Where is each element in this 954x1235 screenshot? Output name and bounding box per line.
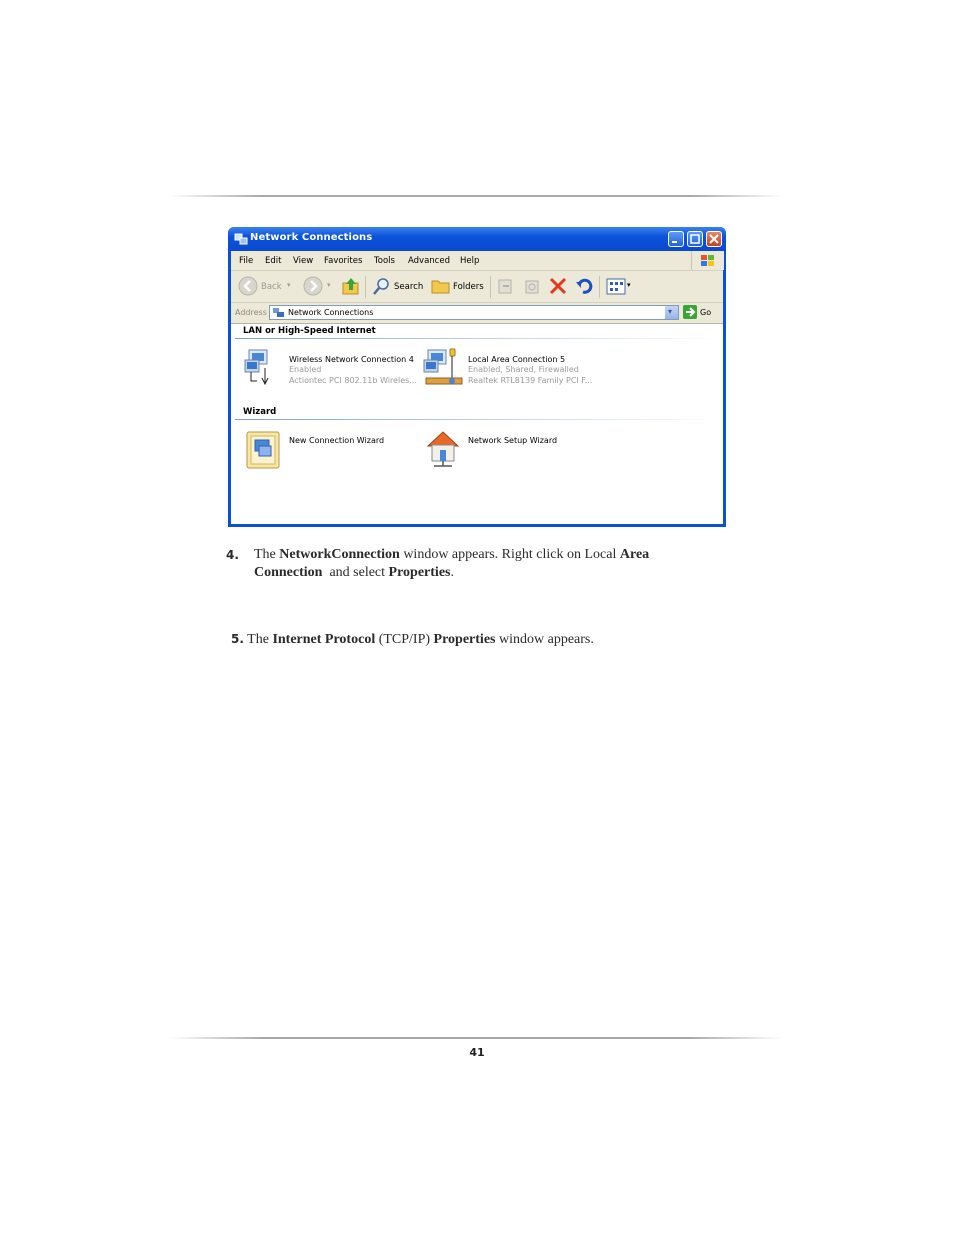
back-label[interactable]: Back bbox=[261, 282, 282, 292]
minimize-button[interactable] bbox=[668, 231, 684, 247]
maximize-button[interactable] bbox=[687, 231, 703, 247]
step-4-text-part: and select bbox=[322, 565, 389, 580]
chevron-down-icon: ▾ bbox=[668, 307, 673, 316]
address-input[interactable] bbox=[269, 305, 679, 320]
window-client bbox=[231, 251, 723, 524]
item-status: Enabled bbox=[289, 365, 322, 374]
delete-icon[interactable] bbox=[549, 277, 567, 295]
menu-advanced[interactable]: Advanced bbox=[408, 256, 450, 266]
item-name: Network Setup Wizard bbox=[468, 436, 558, 445]
title-bar[interactable] bbox=[228, 227, 726, 251]
address-bar bbox=[231, 303, 723, 324]
page-number: 41 bbox=[469, 1046, 485, 1059]
back-icon[interactable] bbox=[238, 276, 258, 296]
step-5-bold-part: Properties bbox=[433, 632, 496, 647]
step-4-number-wrap bbox=[226, 546, 239, 565]
step-5-number: 5. bbox=[231, 632, 244, 646]
new-connection-wizard-icon[interactable] bbox=[245, 430, 281, 470]
forward-icon[interactable] bbox=[303, 276, 323, 296]
back-dropdown-icon[interactable]: ▾ bbox=[287, 281, 291, 289]
go-label[interactable]: Go bbox=[700, 308, 712, 317]
window-title: Network Connections bbox=[250, 232, 373, 243]
menu-view[interactable]: View bbox=[293, 256, 314, 266]
minimize-icon bbox=[671, 234, 681, 244]
item-name: New Connection Wizard bbox=[289, 436, 385, 445]
step-4-number: 4. bbox=[226, 548, 239, 562]
step-4-text-part: The bbox=[254, 547, 280, 562]
local-area-connection-icon[interactable] bbox=[422, 346, 466, 388]
move-to-icon[interactable] bbox=[497, 277, 515, 295]
step-5-text-part: (TCP/IP) bbox=[375, 632, 434, 647]
section-title-wizard: Wizard bbox=[243, 407, 277, 417]
step-4-text-part: . bbox=[450, 565, 454, 580]
step-5-text-part: window appears. bbox=[495, 632, 594, 647]
step-4-bold-part: Area bbox=[619, 547, 650, 562]
go-arrow-icon bbox=[683, 305, 697, 319]
step-4-bold-part: NetworkConnection bbox=[279, 547, 400, 562]
toolbar bbox=[231, 271, 723, 303]
item-device: Realtek RTL8139 Family PCI F... bbox=[468, 376, 593, 385]
item-device: Actiontec PCI 802.11b Wireles... bbox=[289, 376, 417, 385]
folders-label[interactable]: Folders bbox=[453, 282, 484, 292]
undo-icon[interactable] bbox=[575, 277, 593, 295]
menu-help[interactable]: Help bbox=[460, 256, 480, 266]
search-label[interactable]: Search bbox=[394, 282, 424, 292]
address-label: Address bbox=[235, 308, 267, 317]
close-button[interactable] bbox=[706, 231, 722, 247]
menu-bar bbox=[231, 251, 723, 271]
item-status: Enabled, Shared, Firewalled bbox=[468, 365, 579, 374]
step-4-text bbox=[254, 546, 714, 582]
section-divider bbox=[235, 338, 719, 339]
step-4-text-part: window appears. Right click on Local bbox=[399, 547, 620, 562]
section-divider bbox=[235, 419, 719, 420]
network-connections-icon bbox=[272, 307, 285, 318]
toolbar-separator bbox=[599, 276, 600, 298]
wireless-connection-icon[interactable] bbox=[243, 348, 273, 388]
views-icon[interactable] bbox=[606, 278, 626, 295]
close-icon bbox=[709, 234, 719, 244]
top-rule bbox=[170, 195, 782, 197]
address-dropdown-button[interactable] bbox=[664, 306, 678, 319]
step-5-text bbox=[231, 630, 731, 649]
bottom-rule bbox=[170, 1037, 782, 1039]
menu-file[interactable]: File bbox=[239, 256, 254, 266]
step-4-bold-part: Connection bbox=[254, 565, 323, 580]
folders-icon[interactable] bbox=[431, 277, 451, 295]
step-4-bold-part: Properties bbox=[388, 565, 451, 580]
forward-dropdown-icon[interactable]: ▾ bbox=[327, 281, 331, 289]
go-button[interactable] bbox=[683, 305, 697, 319]
views-dropdown-icon[interactable]: ▾ bbox=[627, 281, 631, 289]
menu-favorites[interactable]: Favorites bbox=[324, 256, 363, 266]
menu-tools[interactable]: Tools bbox=[374, 256, 395, 266]
address-value: Network Connections bbox=[288, 308, 374, 317]
network-connections-window bbox=[228, 227, 726, 527]
search-icon[interactable] bbox=[372, 276, 392, 296]
network-setup-wizard-icon[interactable] bbox=[424, 428, 462, 470]
step-5-bold-part: Internet Protocol bbox=[272, 632, 376, 647]
item-name: Wireless Network Connection 4 bbox=[289, 355, 414, 364]
connections-list bbox=[231, 324, 723, 524]
menu-edit[interactable]: Edit bbox=[265, 256, 282, 266]
section-title-lan: LAN or High-Speed Internet bbox=[243, 326, 376, 336]
windows-logo bbox=[691, 251, 724, 270]
windows-flag-icon bbox=[700, 254, 716, 268]
maximize-icon bbox=[690, 234, 700, 244]
toolbar-separator bbox=[490, 276, 491, 298]
up-folder-icon[interactable] bbox=[341, 276, 361, 296]
copy-to-icon[interactable] bbox=[523, 277, 541, 295]
network-connections-icon bbox=[234, 232, 248, 246]
toolbar-separator bbox=[365, 276, 366, 298]
item-name: Local Area Connection 5 bbox=[468, 355, 566, 364]
step-5-text-part: The bbox=[243, 632, 273, 647]
